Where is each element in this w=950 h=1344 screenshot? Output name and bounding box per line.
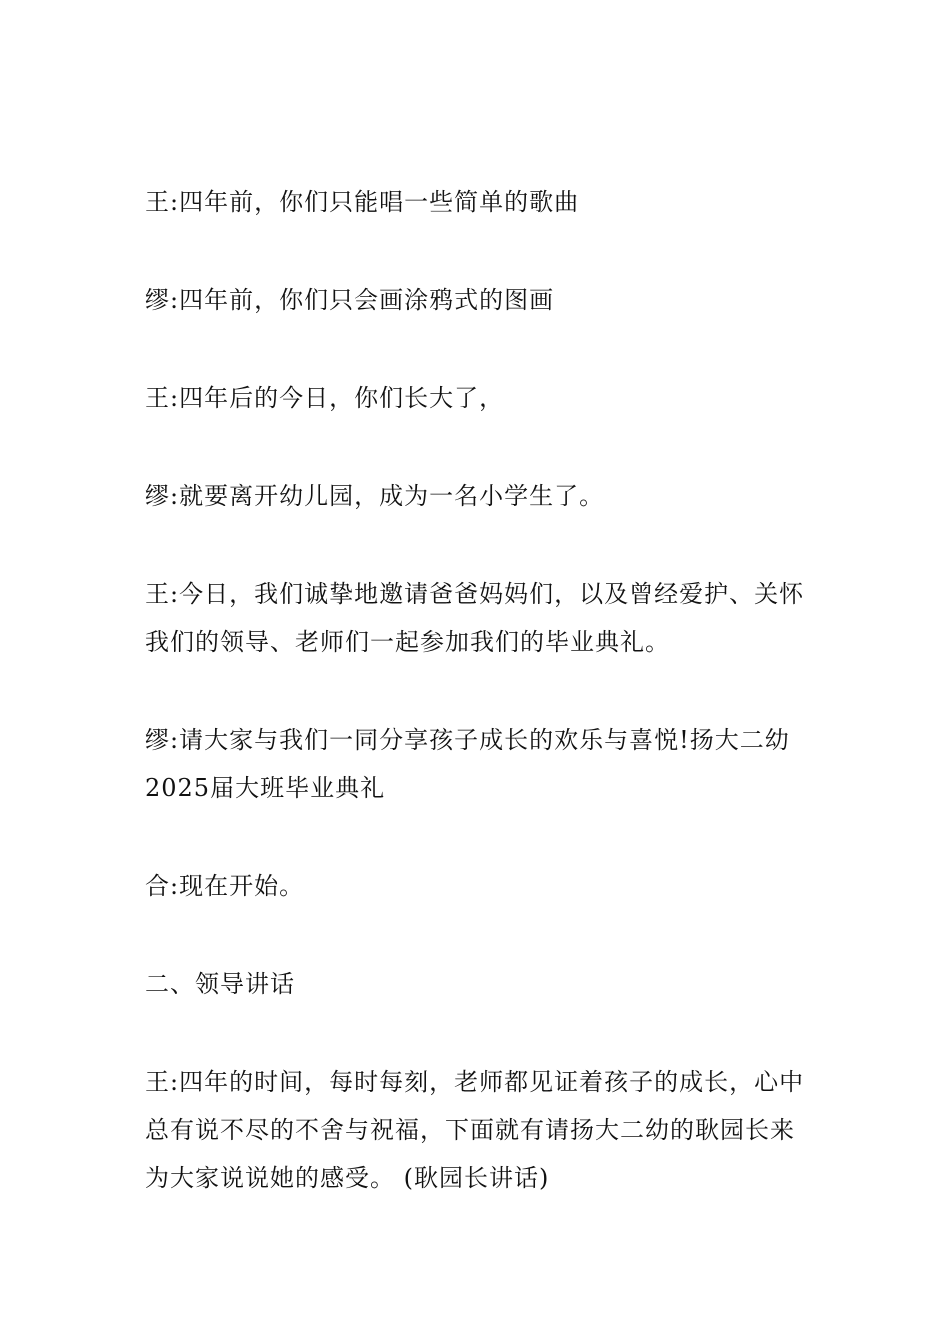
dialogue-line-7: 合:现在开始。 — [145, 872, 305, 900]
dialogue-line-4: 缪:就要离开幼儿园，成为一名小学生了。 — [145, 482, 605, 510]
dialogue-line-2: 缪:四年前，你们只会画涂鸦式的图画 — [145, 286, 555, 314]
document-body — [145, 178, 810, 1252]
section-heading: 二、领导讲话 — [145, 970, 295, 998]
dialogue-line-5: 王:今日，我们诚挚地邀请爸爸妈妈们，以及曾经爱护、关怀我们的领导、老师们一起参加我们的毕业典礼。 — [145, 580, 805, 656]
dialogue-line-6: 缪:请大家与我们一同分享孩子成长的欢乐与喜悦!扬大二幼2025届大班毕业典礼 — [145, 726, 790, 802]
dialogue-line-3: 王:四年后的今日，你们长大了， — [145, 384, 505, 412]
dialogue-line-8: 王:四年的时间，每时每刻，老师都见证着孩子的成长，心中总有说不尽的不舍与祝福，下面就有请扬大二幼的耿园长来为大家说说她的感受。 (耿园长讲话) — [145, 1068, 805, 1192]
dialogue-line-1: 王:四年前，你们只能唱一些简单的歌曲 — [145, 188, 580, 216]
